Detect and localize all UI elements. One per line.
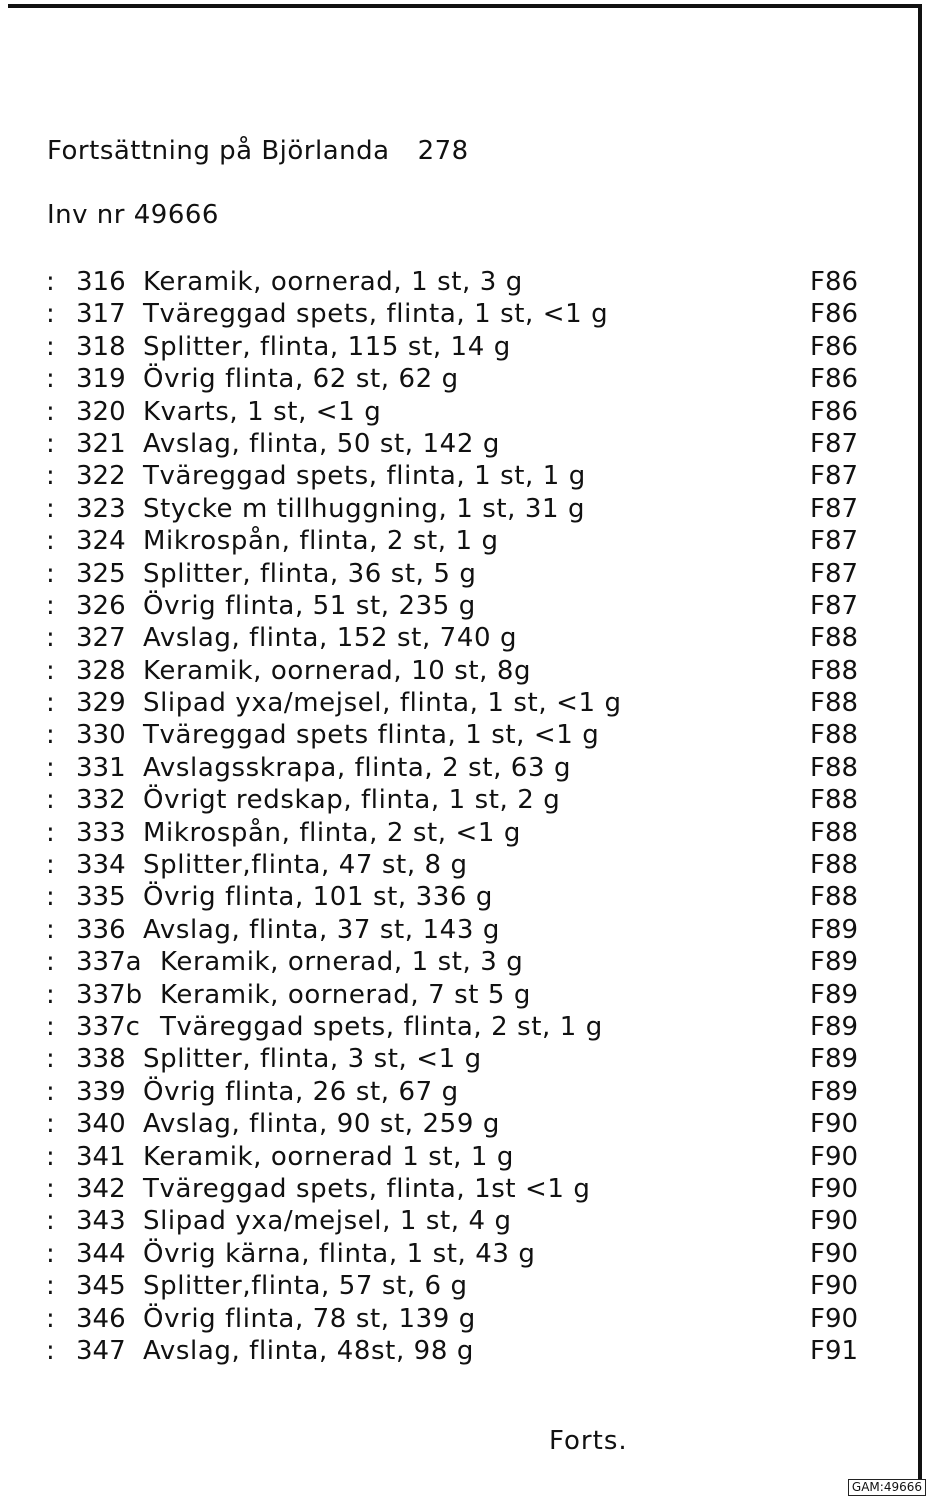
entry-description: Övrig flinta, 78 st, 139 g: [143, 1303, 476, 1334]
entry-description: Avslag, flinta, 90 st, 259 g: [143, 1109, 500, 1140]
entry-code: F89: [810, 914, 859, 945]
entry-code: F86: [810, 396, 859, 427]
entry-code: F86: [810, 267, 859, 297]
entry-colon: :: [46, 785, 55, 816]
entry-number: 337c: [76, 1011, 140, 1042]
list-item: [46, 493, 876, 525]
entry-number: 320: [76, 396, 126, 427]
inventory-label: Inv nr: [47, 200, 125, 230]
entry-colon: :: [46, 1271, 55, 1302]
entry-code: F88: [810, 785, 859, 816]
entry-description: Splitter, flinta, 3 st, <1 g: [143, 1044, 482, 1075]
entry-code: F87: [810, 493, 859, 524]
list-item: [46, 266, 876, 298]
entry-code: F90: [810, 1206, 859, 1237]
entry-number: 338: [76, 1044, 126, 1075]
entry-code: F87: [810, 558, 859, 589]
entry-number: 323: [76, 493, 126, 524]
entry-code: F90: [810, 1271, 859, 1302]
entry-colon: :: [46, 1141, 55, 1172]
entry-number: 341: [76, 1141, 126, 1172]
entry-description: Keramik, oornerad, 7 st 5 g: [160, 979, 532, 1010]
title-text: Fortsättning på Björlanda: [47, 136, 390, 166]
list-item: [46, 1238, 876, 1270]
entry-description: Tväreggad spets, flinta, 1st <1 g: [143, 1173, 591, 1204]
entry-number: 333: [76, 817, 126, 848]
entry-number: 337a: [76, 947, 142, 978]
entry-colon: :: [46, 882, 55, 913]
entry-number: 330: [76, 720, 126, 751]
entry-code: F88: [810, 882, 859, 913]
entry-number: 340: [76, 1109, 126, 1140]
entry-number: 345: [76, 1271, 126, 1302]
list-item: [46, 1303, 876, 1335]
entry-description: Keramik, ornerad, 1 st, 3 g: [160, 947, 524, 978]
entry-colon: :: [46, 1173, 55, 1204]
entry-number: 344: [76, 1238, 126, 1269]
entry-colon: :: [46, 688, 55, 719]
entry-description: Tväreggad spets, flinta, 1 st, <1 g: [143, 299, 609, 330]
entry-description: Keramik, oornerad 1 st, 1 g: [143, 1141, 515, 1172]
entry-colon: :: [46, 1238, 55, 1269]
entry-code: F88: [810, 752, 859, 783]
entry-colon: :: [46, 1011, 55, 1042]
entry-colon: :: [46, 914, 55, 945]
entry-description: Mikrospån, flinta, 2 st, <1 g: [143, 817, 522, 848]
entry-number: 324: [76, 526, 126, 557]
entry-description: Mikrospån, flinta, 2 st, 1 g: [143, 526, 499, 557]
list-item: [46, 914, 876, 946]
list-item: [46, 622, 876, 654]
list-item: [46, 1043, 876, 1075]
entry-number: 335: [76, 882, 126, 913]
entry-code: F88: [810, 817, 859, 848]
entry-description: Övrig flinta, 101 st, 336 g: [143, 882, 494, 913]
entry-number: 327: [76, 623, 126, 654]
entry-code: F89: [810, 947, 859, 978]
entry-colon: :: [46, 590, 55, 621]
entry-colon: :: [46, 1335, 55, 1366]
entry-number: 325: [76, 558, 126, 589]
card-title: [47, 136, 469, 166]
list-item: [46, 1108, 876, 1140]
entry-code: F88: [810, 688, 859, 719]
list-item: [46, 655, 876, 687]
entry-description: Splitter,flinta, 47 st, 8 g: [143, 850, 468, 881]
entry-colon: :: [46, 655, 55, 686]
entry-description: Övrig kärna, flinta, 1 st, 43 g: [143, 1238, 536, 1269]
entry-number: 328: [76, 655, 126, 686]
list-item: [46, 558, 876, 590]
list-item: [46, 784, 876, 816]
entry-description: Kvarts, 1 st, <1 g: [143, 396, 382, 427]
entry-number: 321: [76, 428, 126, 459]
list-item: [46, 1141, 876, 1173]
entry-number: 316: [76, 267, 126, 297]
entry-code: F89: [810, 1076, 859, 1107]
list-item: [46, 1335, 876, 1367]
entry-code: F87: [810, 526, 859, 557]
entry-colon: :: [46, 493, 55, 524]
entry-code: F89: [810, 1011, 859, 1042]
archive-stamp: GAM:49666: [848, 1479, 926, 1496]
entry-description: Avslag, flinta, 37 st, 143 g: [143, 914, 500, 945]
entry-colon: :: [46, 267, 55, 297]
list-item: [46, 946, 876, 978]
entry-code: F90: [810, 1303, 859, 1334]
entry-description: Keramik, oornerad, 1 st, 3 g: [143, 267, 523, 297]
entry-number: 332: [76, 785, 126, 816]
entry-code: F90: [810, 1238, 859, 1269]
entry-number: 343: [76, 1206, 126, 1237]
entry-code: F90: [810, 1173, 859, 1204]
entry-code: F86: [810, 331, 859, 362]
entry-number: 347: [76, 1335, 126, 1366]
entry-colon: :: [46, 396, 55, 427]
title-number: 278: [417, 136, 469, 166]
entry-list: [46, 266, 876, 1367]
entry-colon: :: [46, 752, 55, 783]
entry-description: Avslag, flinta, 48st, 98 g: [143, 1335, 474, 1366]
entry-description: Avslag, flinta, 50 st, 142 g: [143, 428, 500, 459]
entry-colon: :: [46, 1044, 55, 1075]
entry-code: F87: [810, 461, 859, 492]
entry-colon: :: [46, 526, 55, 557]
entry-code: F87: [810, 428, 859, 459]
entry-colon: :: [46, 623, 55, 654]
entry-description: Splitter, flinta, 36 st, 5 g: [143, 558, 477, 589]
entry-colon: :: [46, 947, 55, 978]
entry-colon: :: [46, 850, 55, 881]
entry-colon: :: [46, 461, 55, 492]
entry-description: Slipad yxa/mejsel, flinta, 1 st, <1 g: [143, 688, 622, 719]
entry-code: F90: [810, 1109, 859, 1140]
list-item: [46, 979, 876, 1011]
entry-number: 346: [76, 1303, 126, 1334]
list-item: [46, 687, 876, 719]
entry-colon: :: [46, 1109, 55, 1140]
entry-code: F88: [810, 850, 859, 881]
entry-code: F91: [810, 1335, 859, 1366]
entry-number: 322: [76, 461, 126, 492]
entry-description: Avslag, flinta, 152 st, 740 g: [143, 623, 518, 654]
entry-colon: :: [46, 331, 55, 362]
entry-code: F86: [810, 299, 859, 330]
list-item: [46, 719, 876, 751]
entry-description: Splitter, flinta, 115 st, 14 g: [143, 331, 511, 362]
entry-number: 326: [76, 590, 126, 621]
entry-number: 339: [76, 1076, 126, 1107]
list-item: [46, 752, 876, 784]
entry-code: F89: [810, 1044, 859, 1075]
list-item: [46, 881, 876, 913]
list-item: [46, 1011, 876, 1043]
entry-code: F88: [810, 655, 859, 686]
entry-colon: :: [46, 558, 55, 589]
list-item: [46, 428, 876, 460]
entry-colon: :: [46, 364, 55, 395]
list-item: [46, 396, 876, 428]
entry-code: F89: [810, 979, 859, 1010]
entry-code: F88: [810, 720, 859, 751]
entry-number: 317: [76, 299, 126, 330]
list-item: [46, 1205, 876, 1237]
entry-code: F88: [810, 623, 859, 654]
entry-number: 319: [76, 364, 126, 395]
entry-number: 334: [76, 850, 126, 881]
entry-colon: :: [46, 1303, 55, 1334]
entry-colon: :: [46, 720, 55, 751]
entry-number: 337b: [76, 979, 143, 1010]
list-item: [46, 849, 876, 881]
entry-number: 331: [76, 752, 126, 783]
entry-description: Avslagsskrapa, flinta, 2 st, 63 g: [143, 752, 572, 783]
entry-number: 329: [76, 688, 126, 719]
entry-description: Stycke m tillhuggning, 1 st, 31 g: [143, 493, 586, 524]
entry-description: Splitter,flinta, 57 st, 6 g: [143, 1271, 468, 1302]
entry-description: Övrigt redskap, flinta, 1 st, 2 g: [143, 785, 561, 816]
list-item: [46, 460, 876, 492]
list-item: [46, 298, 876, 330]
inventory-number: 49666: [133, 200, 219, 230]
entry-description: Övrig flinta, 51 st, 235 g: [143, 590, 476, 621]
entry-description: Slipad yxa/mejsel, 1 st, 4 g: [143, 1206, 512, 1237]
entry-colon: :: [46, 428, 55, 459]
continued-note: Forts.: [549, 1426, 628, 1456]
entry-number: 318: [76, 331, 126, 362]
list-item: [46, 1076, 876, 1108]
entry-description: Tväreggad spets, flinta, 2 st, 1 g: [160, 1011, 603, 1042]
list-item: [46, 363, 876, 395]
list-item: [46, 1270, 876, 1302]
entry-description: Övrig flinta, 26 st, 67 g: [143, 1076, 459, 1107]
entry-number: 336: [76, 914, 126, 945]
inventory-line: [47, 200, 219, 230]
list-item: [46, 525, 876, 557]
entry-description: Tväreggad spets flinta, 1 st, <1 g: [143, 720, 600, 751]
list-item: [46, 817, 876, 849]
entry-colon: :: [46, 1076, 55, 1107]
list-item: [46, 331, 876, 363]
entry-description: Tväreggad spets, flinta, 1 st, 1 g: [143, 461, 586, 492]
list-item: [46, 590, 876, 622]
entry-code: F86: [810, 364, 859, 395]
entry-code: F90: [810, 1141, 859, 1172]
entry-colon: :: [46, 817, 55, 848]
entry-description: Övrig flinta, 62 st, 62 g: [143, 364, 459, 395]
entry-colon: :: [46, 979, 55, 1010]
list-item: [46, 1173, 876, 1205]
entry-colon: :: [46, 299, 55, 330]
entry-number: 342: [76, 1173, 126, 1204]
entry-code: F87: [810, 590, 859, 621]
entry-colon: :: [46, 1206, 55, 1237]
entry-description: Keramik, oornerad, 10 st, 8g: [143, 655, 532, 686]
